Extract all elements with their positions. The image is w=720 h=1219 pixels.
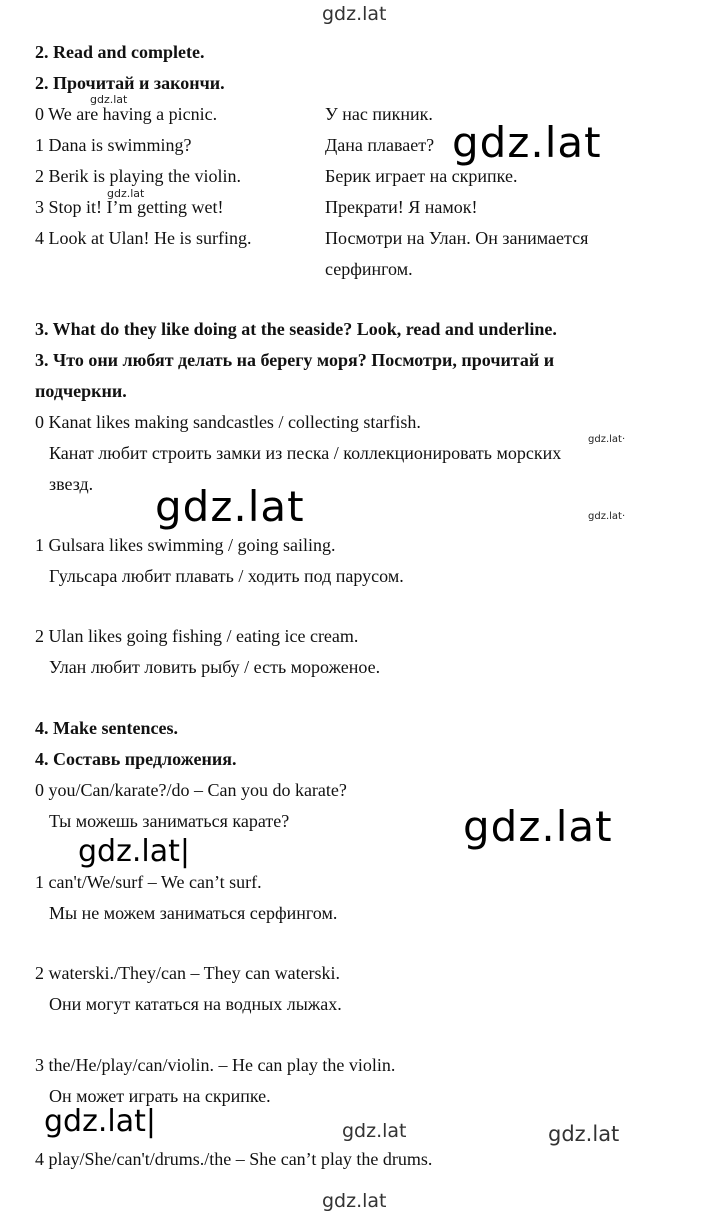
- ex2-row-0-ru: У нас пикник.: [325, 104, 433, 124]
- watermark-small-3: gdz.lat·: [588, 434, 626, 445]
- ex4-item-2-en: 2 waterski./They/can – They can waterski.: [35, 963, 341, 983]
- watermark-small-4: gdz.lat·: [588, 511, 626, 522]
- ex2-row-3-en: 3 Stop it! I’m getting wet!: [35, 197, 224, 217]
- ex3-item-0-ru: Канат любит строить замки из песка / коллекционировать морских: [49, 443, 562, 463]
- ex2-row-1-en: 1 Dana is swimming?: [35, 135, 192, 155]
- ex3-item-1-ru: Гульсара любит плавать / ходить под парусом.: [49, 566, 404, 586]
- ex4-item-1-ru: Мы не можем заниматься серфингом.: [49, 903, 338, 923]
- ex3-item-2-ru: Улан любит ловить рыбу / есть мороженое.: [49, 657, 381, 677]
- ex3-title-ru-1: 3. Что они любят делать на берегу моря? Посмотри, прочитай и: [35, 350, 555, 370]
- watermark-large-2: gdz.lat: [155, 482, 305, 531]
- ex4-item-3-ru: Он может играть на скрипке.: [49, 1086, 271, 1106]
- watermark-large-4: gdz.lat|: [78, 834, 190, 869]
- ex2-row-1-ru: Дана плавает?: [325, 135, 435, 155]
- ex2-title-ru: 2. Прочитай и закончи.: [35, 73, 225, 93]
- watermark-top: gdz.lat: [322, 3, 387, 25]
- ex4-title-ru: 4. Составь предложения.: [35, 749, 237, 769]
- ex3-item-0-ru-cont: звезд.: [49, 474, 94, 494]
- watermark-mid-2: gdz.lat: [548, 1122, 620, 1146]
- watermark-bottom: gdz.lat: [322, 1190, 387, 1212]
- ex3-item-2-en: 2 Ulan likes going fishing / eating ice cream.: [35, 626, 359, 646]
- ex3-title-en: 3. What do they like doing at the seaside? Look, read and underline.: [35, 319, 557, 339]
- ex2-row-0-en: 0 We are having a picnic.: [35, 104, 218, 124]
- watermark-large-5: gdz.lat|: [44, 1104, 156, 1139]
- watermark-small-1: gdz.lat: [90, 93, 128, 106]
- ex4-item-2-ru: Они могут кататься на водных лыжах.: [49, 994, 342, 1014]
- ex3-title-ru-2: подчеркни.: [35, 381, 127, 401]
- ex2-row-4-ru: Посмотри на Улан. Он занимается: [325, 228, 589, 248]
- ex4-item-3-en: 3 the/He/play/can/violin. – He can play the violin.: [35, 1055, 396, 1075]
- ex2-row-4-en: 4 Look at Ulan! He is surfing.: [35, 228, 252, 248]
- ex4-item-0-ru: Ты можешь заниматься карате?: [49, 811, 290, 831]
- watermark-large-1: gdz.lat: [452, 118, 602, 167]
- ex4-item-4-en: 4 play/She/can't/drums./the – She can’t play the drums.: [35, 1149, 433, 1169]
- ex2-row-4-ru-cont: серфингом.: [325, 259, 413, 279]
- ex4-item-1-en: 1 can't/We/surf – We can’t surf.: [35, 872, 262, 892]
- ex3-item-0-en: 0 Kanat likes making sandcastles / collecting starfish.: [35, 412, 421, 432]
- watermark-large-3: gdz.lat: [463, 802, 613, 851]
- ex2-row-3-ru: Прекрати! Я намок!: [325, 197, 478, 217]
- ex2-title-en: 2. Read and complete.: [35, 42, 205, 62]
- ex2-row-2-en: 2 Berik is playing the violin.: [35, 166, 241, 186]
- watermark-small-2: gdz.lat: [107, 187, 145, 200]
- ex2-row-2-ru: Берик играет на скрипке.: [325, 166, 518, 186]
- ex3-item-1-en: 1 Gulsara likes swimming / going sailing.: [35, 535, 336, 555]
- ex4-item-0-en: 0 you/Can/karate?/do – Can you do karate?: [35, 780, 347, 800]
- watermark-mid-1: gdz.lat: [342, 1120, 407, 1142]
- ex4-title-en: 4. Make sentences.: [35, 718, 178, 738]
